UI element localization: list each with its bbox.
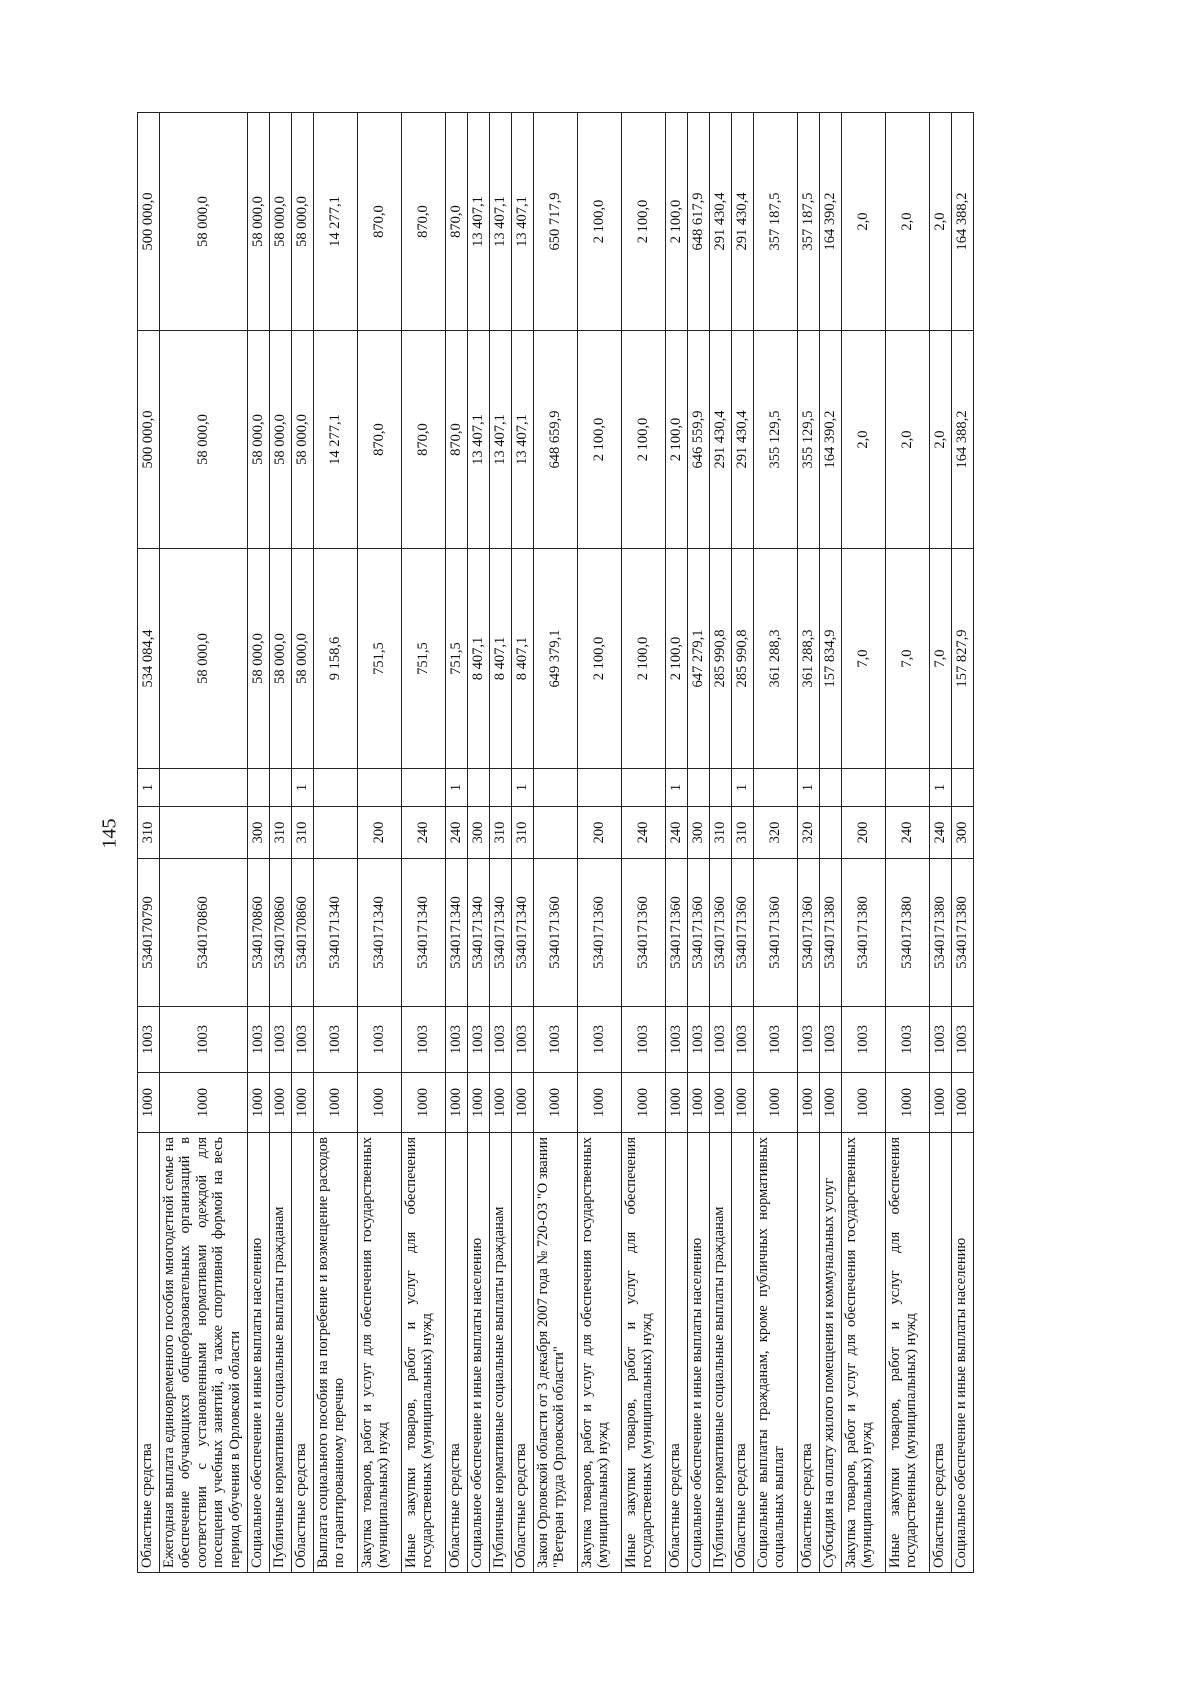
cell-subsection-code: 1003 — [402, 1007, 446, 1073]
cell-expense-type-code — [820, 807, 842, 859]
cell-target-article-code: 5340171340 — [402, 859, 446, 1007]
cell-amount-year-3: 291 430,4 — [732, 113, 754, 331]
cell-amount-year-1: 649 379,1 — [534, 549, 578, 769]
cell-funding-code — [578, 769, 622, 807]
cell-subsection-code: 1003 — [534, 1007, 578, 1073]
cell-amount-year-1: 8 407,1 — [490, 549, 512, 769]
cell-target-article-code: 5340170790 — [138, 859, 160, 1007]
cell-funding-code — [402, 769, 446, 807]
cell-item-name: Социальные выплаты гражданам, кроме публичных нормативных социальных выплат — [754, 1133, 798, 1573]
cell-funding-code — [952, 769, 974, 807]
cell-funding-code: 1 — [138, 769, 160, 807]
cell-amount-year-1: 58 000,0 — [270, 549, 292, 769]
cell-item-name: Закон Орловской области от 3 декабря 2007 года № 720-ОЗ "О звании "Ветеран труда Орловской области" — [534, 1133, 578, 1573]
cell-funding-code — [160, 769, 248, 807]
cell-amount-year-1: 157 827,9 — [952, 549, 974, 769]
cell-expense-type-code — [160, 807, 248, 859]
cell-target-article-code: 5340170860 — [270, 859, 292, 1007]
cell-item-name: Публичные нормативные социальные выплаты гражданам — [490, 1133, 512, 1573]
cell-expense-type-code: 310 — [710, 807, 732, 859]
cell-expense-type-code: 310 — [490, 807, 512, 859]
cell-subsection-code: 1003 — [930, 1007, 952, 1073]
cell-expense-type-code: 320 — [754, 807, 798, 859]
cell-subsection-code: 1003 — [842, 1007, 886, 1073]
cell-amount-year-3: 58 000,0 — [248, 113, 270, 331]
cell-amount-year-1: 8 407,1 — [512, 549, 534, 769]
cell-amount-year-2: 870,0 — [446, 331, 468, 549]
cell-section-code: 1000 — [292, 1073, 314, 1133]
table-row — [798, 113, 820, 1573]
cell-amount-year-2: 291 430,4 — [732, 331, 754, 549]
cell-item-name: Субсидия на оплату жилого помещения и коммунальных услуг — [820, 1133, 842, 1573]
cell-section-code: 1000 — [160, 1073, 248, 1133]
cell-section-code: 1000 — [138, 1073, 160, 1133]
cell-amount-year-2: 164 390,2 — [820, 331, 842, 549]
cell-funding-code — [270, 769, 292, 807]
cell-section-code: 1000 — [490, 1073, 512, 1133]
cell-expense-type-code: 300 — [468, 807, 490, 859]
cell-funding-code: 1 — [292, 769, 314, 807]
cell-amount-year-1: 751,5 — [358, 549, 402, 769]
cell-section-code: 1000 — [314, 1073, 358, 1133]
cell-amount-year-2: 13 407,1 — [490, 331, 512, 549]
cell-item-name: Выплата социального пособия на погребение и возмещение расходов по гарантированному перечню — [314, 1133, 358, 1573]
cell-section-code: 1000 — [446, 1073, 468, 1133]
cell-target-article-code: 5340171360 — [710, 859, 732, 1007]
cell-section-code: 1000 — [666, 1073, 688, 1133]
cell-funding-code — [534, 769, 578, 807]
cell-amount-year-3: 357 187,5 — [798, 113, 820, 331]
cell-target-article-code: 5340171360 — [666, 859, 688, 1007]
cell-amount-year-3: 650 717,9 — [534, 113, 578, 331]
cell-amount-year-2: 870,0 — [402, 331, 446, 549]
cell-item-name: Областные средства — [798, 1133, 820, 1573]
table-row — [710, 113, 732, 1573]
cell-funding-code — [754, 769, 798, 807]
cell-amount-year-1: 285 990,8 — [710, 549, 732, 769]
cell-section-code: 1000 — [798, 1073, 820, 1133]
cell-amount-year-2: 355 129,5 — [754, 331, 798, 549]
table-row — [842, 113, 886, 1573]
cell-amount-year-2: 2,0 — [842, 331, 886, 549]
cell-amount-year-3: 357 187,5 — [754, 113, 798, 331]
cell-item-name: Социальное обеспечение и иные выплаты населению — [688, 1133, 710, 1573]
cell-subsection-code: 1003 — [446, 1007, 468, 1073]
cell-amount-year-3: 500 000,0 — [138, 113, 160, 331]
cell-amount-year-1: 2 100,0 — [622, 549, 666, 769]
cell-item-name: Областные средства — [138, 1133, 160, 1573]
cell-amount-year-2: 870,0 — [358, 331, 402, 549]
cell-subsection-code: 1003 — [270, 1007, 292, 1073]
cell-amount-year-2: 14 277,1 — [314, 331, 358, 549]
cell-amount-year-3: 58 000,0 — [160, 113, 248, 331]
cell-target-article-code: 5340171360 — [732, 859, 754, 1007]
cell-funding-code — [886, 769, 930, 807]
cell-amount-year-1: 8 407,1 — [468, 549, 490, 769]
cell-expense-type-code: 310 — [292, 807, 314, 859]
cell-amount-year-2: 58 000,0 — [248, 331, 270, 549]
page-number: 145 — [98, 818, 121, 849]
cell-amount-year-3: 13 407,1 — [490, 113, 512, 331]
cell-expense-type-code: 240 — [886, 807, 930, 859]
budget-table — [137, 112, 974, 1573]
cell-expense-type-code: 240 — [666, 807, 688, 859]
cell-target-article-code: 5340171360 — [754, 859, 798, 1007]
cell-funding-code — [358, 769, 402, 807]
cell-section-code: 1000 — [248, 1073, 270, 1133]
cell-subsection-code: 1003 — [248, 1007, 270, 1073]
cell-amount-year-1: 361 288,3 — [754, 549, 798, 769]
cell-target-article-code: 5340171360 — [622, 859, 666, 1007]
cell-amount-year-1: 751,5 — [446, 549, 468, 769]
cell-amount-year-2: 2 100,0 — [578, 331, 622, 549]
cell-funding-code: 1 — [732, 769, 754, 807]
cell-amount-year-1: 361 288,3 — [798, 549, 820, 769]
cell-section-code: 1000 — [358, 1073, 402, 1133]
cell-subsection-code: 1003 — [490, 1007, 512, 1073]
cell-amount-year-2: 2 100,0 — [666, 331, 688, 549]
cell-amount-year-2: 13 407,1 — [512, 331, 534, 549]
table-row — [468, 113, 490, 1573]
cell-subsection-code: 1003 — [314, 1007, 358, 1073]
cell-amount-year-3: 870,0 — [446, 113, 468, 331]
cell-amount-year-3: 2 100,0 — [622, 113, 666, 331]
cell-amount-year-2: 648 659,9 — [534, 331, 578, 549]
cell-target-article-code: 5340171360 — [534, 859, 578, 1007]
cell-subsection-code: 1003 — [512, 1007, 534, 1073]
cell-amount-year-2: 58 000,0 — [292, 331, 314, 549]
cell-funding-code — [468, 769, 490, 807]
cell-section-code: 1000 — [754, 1073, 798, 1133]
cell-target-article-code: 5340171340 — [512, 859, 534, 1007]
cell-amount-year-3: 164 390,2 — [820, 113, 842, 331]
cell-section-code: 1000 — [820, 1073, 842, 1133]
cell-expense-type-code: 310 — [512, 807, 534, 859]
cell-funding-code: 1 — [798, 769, 820, 807]
cell-subsection-code: 1003 — [886, 1007, 930, 1073]
cell-funding-code — [314, 769, 358, 807]
table-row — [930, 113, 952, 1573]
cell-section-code: 1000 — [710, 1073, 732, 1133]
cell-funding-code: 1 — [512, 769, 534, 807]
cell-amount-year-1: 58 000,0 — [160, 549, 248, 769]
cell-target-article-code: 5340171340 — [314, 859, 358, 1007]
cell-funding-code: 1 — [930, 769, 952, 807]
cell-subsection-code: 1003 — [138, 1007, 160, 1073]
cell-amount-year-3: 870,0 — [402, 113, 446, 331]
cell-amount-year-1: 7,0 — [842, 549, 886, 769]
cell-expense-type-code: 300 — [688, 807, 710, 859]
cell-subsection-code: 1003 — [732, 1007, 754, 1073]
cell-expense-type-code: 300 — [952, 807, 974, 859]
table-row — [820, 113, 842, 1573]
cell-amount-year-3: 2,0 — [842, 113, 886, 331]
table-row — [292, 113, 314, 1573]
cell-amount-year-3: 2,0 — [886, 113, 930, 331]
cell-expense-type-code: 320 — [798, 807, 820, 859]
cell-subsection-code: 1003 — [754, 1007, 798, 1073]
cell-subsection-code: 1003 — [820, 1007, 842, 1073]
cell-expense-type-code: 200 — [578, 807, 622, 859]
table-row — [160, 113, 248, 1573]
table-row — [754, 113, 798, 1573]
cell-section-code: 1000 — [622, 1073, 666, 1133]
cell-amount-year-2: 355 129,5 — [798, 331, 820, 549]
cell-item-name: Публичные нормативные социальные выплаты гражданам — [710, 1133, 732, 1573]
cell-target-article-code: 5340171340 — [446, 859, 468, 1007]
cell-amount-year-3: 2 100,0 — [666, 113, 688, 331]
cell-subsection-code: 1003 — [798, 1007, 820, 1073]
cell-expense-type-code: 240 — [446, 807, 468, 859]
cell-funding-code — [490, 769, 512, 807]
cell-funding-code — [820, 769, 842, 807]
cell-section-code: 1000 — [886, 1073, 930, 1133]
cell-amount-year-2: 58 000,0 — [270, 331, 292, 549]
table-row — [138, 113, 160, 1573]
cell-section-code: 1000 — [842, 1073, 886, 1133]
cell-funding-code: 1 — [446, 769, 468, 807]
cell-amount-year-3: 58 000,0 — [270, 113, 292, 331]
cell-amount-year-3: 13 407,1 — [468, 113, 490, 331]
table-row — [314, 113, 358, 1573]
cell-subsection-code: 1003 — [578, 1007, 622, 1073]
cell-item-name: Областные средства — [292, 1133, 314, 1573]
table-row — [886, 113, 930, 1573]
cell-amount-year-3: 2 100,0 — [578, 113, 622, 331]
cell-item-name: Областные средства — [446, 1133, 468, 1573]
table-row — [446, 113, 468, 1573]
cell-amount-year-3: 648 617,9 — [688, 113, 710, 331]
cell-expense-type-code: 240 — [622, 807, 666, 859]
cell-amount-year-1: 58 000,0 — [292, 549, 314, 769]
cell-funding-code — [842, 769, 886, 807]
cell-amount-year-1: 7,0 — [886, 549, 930, 769]
cell-target-article-code: 5340171360 — [578, 859, 622, 1007]
cell-amount-year-1: 9 158,6 — [314, 549, 358, 769]
cell-target-article-code: 5340171380 — [886, 859, 930, 1007]
cell-section-code: 1000 — [512, 1073, 534, 1133]
cell-amount-year-2: 646 559,9 — [688, 331, 710, 549]
cell-amount-year-2: 58 000,0 — [160, 331, 248, 549]
cell-expense-type-code — [314, 807, 358, 859]
cell-item-name: Закупка товаров, работ и услуг для обеспечения государственных (муниципальных) нужд — [842, 1133, 886, 1573]
cell-subsection-code: 1003 — [622, 1007, 666, 1073]
cell-item-name: Социальное обеспечение и иные выплаты населению — [952, 1133, 974, 1573]
table-row — [248, 113, 270, 1573]
table-row — [402, 113, 446, 1573]
table-row — [512, 113, 534, 1573]
table-row — [490, 113, 512, 1573]
cell-target-article-code: 5340171360 — [688, 859, 710, 1007]
cell-amount-year-3: 2,0 — [930, 113, 952, 331]
cell-target-article-code: 5340171340 — [490, 859, 512, 1007]
table-row — [732, 113, 754, 1573]
cell-item-name: Областные средства — [666, 1133, 688, 1573]
cell-target-article-code: 5340171340 — [358, 859, 402, 1007]
cell-amount-year-1: 157 834,9 — [820, 549, 842, 769]
cell-target-article-code: 5340171380 — [930, 859, 952, 1007]
cell-target-article-code: 5340170860 — [160, 859, 248, 1007]
cell-amount-year-3: 291 430,4 — [710, 113, 732, 331]
cell-section-code: 1000 — [534, 1073, 578, 1133]
cell-amount-year-1: 534 084,4 — [138, 549, 160, 769]
cell-subsection-code: 1003 — [952, 1007, 974, 1073]
cell-expense-type-code: 240 — [402, 807, 446, 859]
cell-amount-year-2: 2 100,0 — [622, 331, 666, 549]
cell-amount-year-2: 500 000,0 — [138, 331, 160, 549]
cell-funding-code: 1 — [666, 769, 688, 807]
cell-expense-type-code: 310 — [732, 807, 754, 859]
cell-subsection-code: 1003 — [710, 1007, 732, 1073]
cell-subsection-code: 1003 — [688, 1007, 710, 1073]
cell-target-article-code: 5340170860 — [248, 859, 270, 1007]
cell-expense-type-code: 300 — [248, 807, 270, 859]
cell-amount-year-2: 13 407,1 — [468, 331, 490, 549]
cell-target-article-code: 5340171360 — [798, 859, 820, 1007]
cell-expense-type-code: 310 — [138, 807, 160, 859]
cell-section-code: 1000 — [468, 1073, 490, 1133]
table-row — [358, 113, 402, 1573]
cell-amount-year-1: 58 000,0 — [248, 549, 270, 769]
cell-section-code: 1000 — [732, 1073, 754, 1133]
cell-amount-year-3: 870,0 — [358, 113, 402, 331]
cell-amount-year-1: 647 279,1 — [688, 549, 710, 769]
cell-expense-type-code: 200 — [358, 807, 402, 859]
cell-target-article-code: 5340170860 — [292, 859, 314, 1007]
budget-table-body — [138, 113, 974, 1573]
table-row — [622, 113, 666, 1573]
cell-expense-type-code: 240 — [930, 807, 952, 859]
cell-amount-year-2: 2,0 — [930, 331, 952, 549]
cell-funding-code — [622, 769, 666, 807]
cell-amount-year-1: 285 990,8 — [732, 549, 754, 769]
cell-amount-year-2: 291 430,4 — [710, 331, 732, 549]
cell-section-code: 1000 — [952, 1073, 974, 1133]
cell-amount-year-2: 2,0 — [886, 331, 930, 549]
rotated-table-container — [137, 113, 974, 1573]
cell-item-name: Иные закупки товаров, работ и услуг для обеспечения государственных (муниципальных) нужд — [402, 1133, 446, 1573]
cell-subsection-code: 1003 — [358, 1007, 402, 1073]
cell-target-article-code: 5340171340 — [468, 859, 490, 1007]
cell-item-name: Областные средства — [930, 1133, 952, 1573]
cell-item-name: Закупка товаров, работ и услуг для обеспечения государственных (муниципальных) нужд — [578, 1133, 622, 1573]
cell-target-article-code: 5340171380 — [952, 859, 974, 1007]
cell-funding-code — [710, 769, 732, 807]
cell-section-code: 1000 — [578, 1073, 622, 1133]
table-row — [952, 113, 974, 1573]
table-row — [688, 113, 710, 1573]
cell-amount-year-1: 751,5 — [402, 549, 446, 769]
cell-item-name: Областные средства — [512, 1133, 534, 1573]
cell-item-name: Областные средства — [732, 1133, 754, 1573]
table-row — [666, 113, 688, 1573]
cell-subsection-code: 1003 — [468, 1007, 490, 1073]
cell-expense-type-code: 200 — [842, 807, 886, 859]
cell-section-code: 1000 — [930, 1073, 952, 1133]
cell-amount-year-1: 2 100,0 — [578, 549, 622, 769]
cell-item-name: Иные закупки товаров, работ и услуг для обеспечения государственных (муниципальных) нужд — [886, 1133, 930, 1573]
cell-subsection-code: 1003 — [160, 1007, 248, 1073]
cell-funding-code — [688, 769, 710, 807]
cell-subsection-code: 1003 — [666, 1007, 688, 1073]
cell-amount-year-3: 13 407,1 — [512, 113, 534, 331]
cell-section-code: 1000 — [402, 1073, 446, 1133]
cell-expense-type-code — [534, 807, 578, 859]
cell-amount-year-1: 7,0 — [930, 549, 952, 769]
table-row — [578, 113, 622, 1573]
cell-amount-year-3: 58 000,0 — [292, 113, 314, 331]
table-row — [534, 113, 578, 1573]
cell-item-name: Социальное обеспечение и иные выплаты населению — [248, 1133, 270, 1573]
cell-amount-year-3: 164 388,2 — [952, 113, 974, 331]
cell-target-article-code: 5340171380 — [842, 859, 886, 1007]
cell-item-name: Публичные нормативные социальные выплаты гражданам — [270, 1133, 292, 1573]
cell-item-name: Закупка товаров, работ и услуг для обеспечения государственных (муниципальных) нужд — [358, 1133, 402, 1573]
cell-amount-year-1: 2 100,0 — [666, 549, 688, 769]
cell-item-name: Социальное обеспечение и иные выплаты населению — [468, 1133, 490, 1573]
cell-item-name: Иные закупки товаров, работ и услуг для обеспечения государственных (муниципальных) нужд — [622, 1133, 666, 1573]
cell-amount-year-2: 164 388,2 — [952, 331, 974, 549]
cell-subsection-code: 1003 — [292, 1007, 314, 1073]
table-row — [270, 113, 292, 1573]
cell-item-name: Ежегодная выплата единовременного пособия многодетной семье на обеспечение обучающихся общеобразовательных организаций в соответствии с установленными нормативами одеждой для посещения учебных занятий, а также спортивной формой на весь период обучения в Орловской области — [160, 1133, 248, 1573]
cell-section-code: 1000 — [270, 1073, 292, 1133]
cell-target-article-code: 5340171380 — [820, 859, 842, 1007]
cell-funding-code — [248, 769, 270, 807]
cell-amount-year-3: 14 277,1 — [314, 113, 358, 331]
cell-expense-type-code: 310 — [270, 807, 292, 859]
cell-section-code: 1000 — [688, 1073, 710, 1133]
